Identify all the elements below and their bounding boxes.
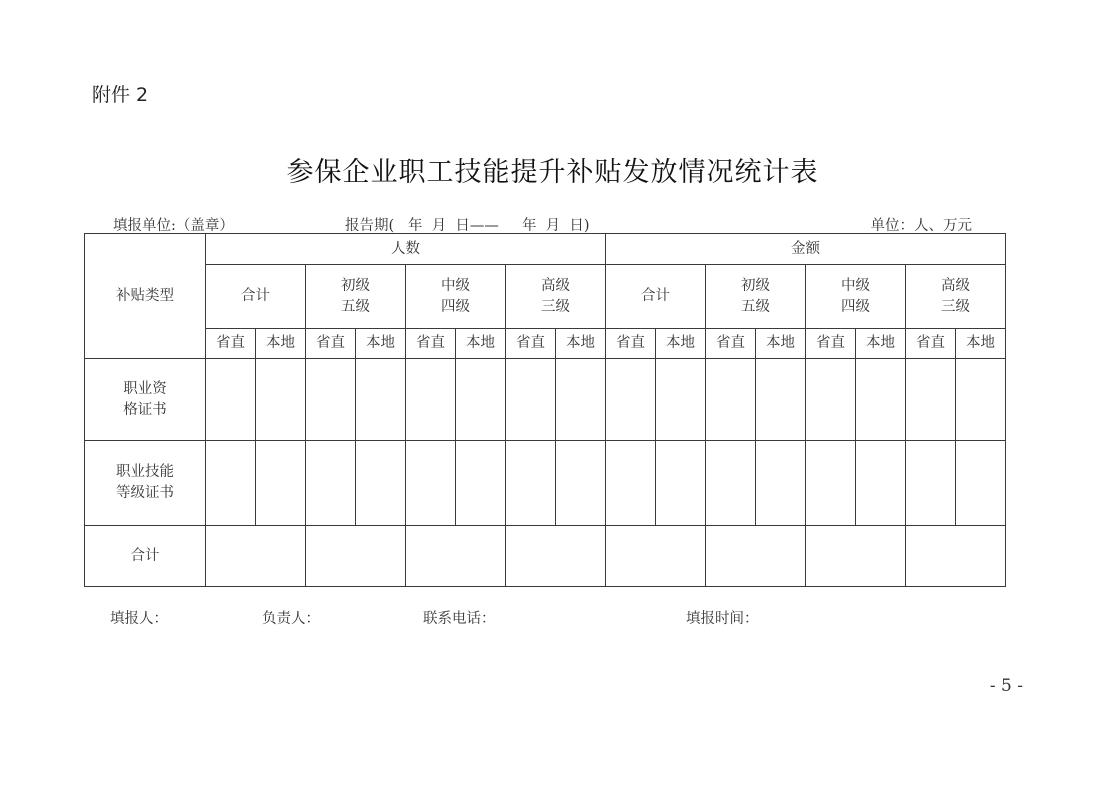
attachment-label: 附件 2 — [92, 84, 149, 106]
table-cell[interactable] — [406, 359, 456, 441]
table-cell[interactable] — [356, 359, 406, 441]
row-label-skill-level: 职业技能 等级证书 — [85, 441, 206, 526]
table-row — [85, 359, 1006, 441]
amount-junior-header: 初级 五级 — [706, 265, 806, 329]
table-cell[interactable] — [456, 359, 506, 441]
col-local: 本地 — [556, 329, 606, 359]
col-local: 本地 — [456, 329, 506, 359]
table-cell[interactable] — [706, 441, 756, 526]
people-count-header: 人数 — [206, 234, 606, 265]
col-local: 本地 — [756, 329, 806, 359]
responsible-label: 负责人： — [262, 611, 320, 627]
people-junior-header: 初级 五级 — [306, 265, 406, 329]
table-cell[interactable] — [606, 441, 656, 526]
filler-label: 填报人： — [110, 611, 168, 627]
row-label-qualification: 职业资 格证书 — [85, 359, 206, 441]
table-cell[interactable] — [306, 359, 356, 441]
table-cell[interactable] — [706, 526, 806, 587]
col-provincial: 省直 — [206, 329, 256, 359]
page-title: 参保企业职工技能提升补贴发放情况统计表 — [286, 157, 819, 188]
table-cell[interactable] — [206, 359, 256, 441]
people-intermediate-header: 中级 四级 — [406, 265, 506, 329]
statistics-table — [84, 233, 1006, 587]
col-provincial: 省直 — [906, 329, 956, 359]
page-number: - 5 - — [989, 676, 1023, 696]
col-provincial: 省直 — [306, 329, 356, 359]
col-local: 本地 — [856, 329, 906, 359]
col-local: 本地 — [256, 329, 306, 359]
unit-label: 单位：人、万元 — [870, 218, 972, 234]
table-cell[interactable] — [956, 359, 1006, 441]
table-cell[interactable] — [806, 359, 856, 441]
table-cell[interactable] — [856, 441, 906, 526]
subsidy-type-header: 补贴类型 — [85, 234, 206, 359]
table-cell[interactable] — [856, 359, 906, 441]
col-provincial: 省直 — [506, 329, 556, 359]
table-cell[interactable] — [956, 441, 1006, 526]
table-cell[interactable] — [506, 526, 606, 587]
col-provincial: 省直 — [706, 329, 756, 359]
table-cell[interactable] — [806, 526, 906, 587]
col-provincial: 省直 — [606, 329, 656, 359]
table-cell[interactable] — [606, 526, 706, 587]
table-row — [85, 526, 1006, 587]
col-provincial: 省直 — [406, 329, 456, 359]
report-period-label: 报告期( 年 月 日—— 年 月 日) — [345, 218, 590, 234]
table-cell[interactable] — [756, 441, 806, 526]
amount-intermediate-header: 中级 四级 — [806, 265, 906, 329]
col-local: 本地 — [656, 329, 706, 359]
table-cell[interactable] — [256, 441, 306, 526]
table-cell[interactable] — [756, 359, 806, 441]
people-total-header: 合计 — [206, 265, 306, 329]
amount-senior-header: 高级 三级 — [906, 265, 1006, 329]
fill-unit-label: 填报单位:（盖章） — [113, 218, 234, 234]
table-cell[interactable] — [406, 441, 456, 526]
table-cell[interactable] — [306, 441, 356, 526]
table-cell[interactable] — [806, 441, 856, 526]
table-cell[interactable] — [556, 441, 606, 526]
col-provincial: 省直 — [806, 329, 856, 359]
table-cell[interactable] — [606, 359, 656, 441]
phone-label: 联系电话： — [423, 611, 496, 627]
table-cell[interactable] — [256, 359, 306, 441]
col-local: 本地 — [956, 329, 1006, 359]
table-cell[interactable] — [556, 359, 606, 441]
table-cell[interactable] — [506, 359, 556, 441]
table-cell[interactable] — [206, 441, 256, 526]
table-cell[interactable] — [456, 441, 506, 526]
amount-total-header: 合计 — [606, 265, 706, 329]
table-cell[interactable] — [406, 526, 506, 587]
table-cell[interactable] — [206, 526, 306, 587]
row-label-total: 合计 — [85, 526, 206, 587]
table-cell[interactable] — [356, 441, 406, 526]
col-local: 本地 — [356, 329, 406, 359]
amount-header: 金额 — [606, 234, 1006, 265]
table-cell[interactable] — [706, 359, 756, 441]
table-cell[interactable] — [906, 526, 1006, 587]
table-row — [85, 441, 1006, 526]
table-cell[interactable] — [656, 359, 706, 441]
fill-time-label: 填报时间： — [686, 611, 759, 627]
table-cell[interactable] — [906, 359, 956, 441]
table-cell[interactable] — [506, 441, 556, 526]
table-cell[interactable] — [906, 441, 956, 526]
people-senior-header: 高级 三级 — [506, 265, 606, 329]
table-cell[interactable] — [656, 441, 706, 526]
table-cell[interactable] — [306, 526, 406, 587]
